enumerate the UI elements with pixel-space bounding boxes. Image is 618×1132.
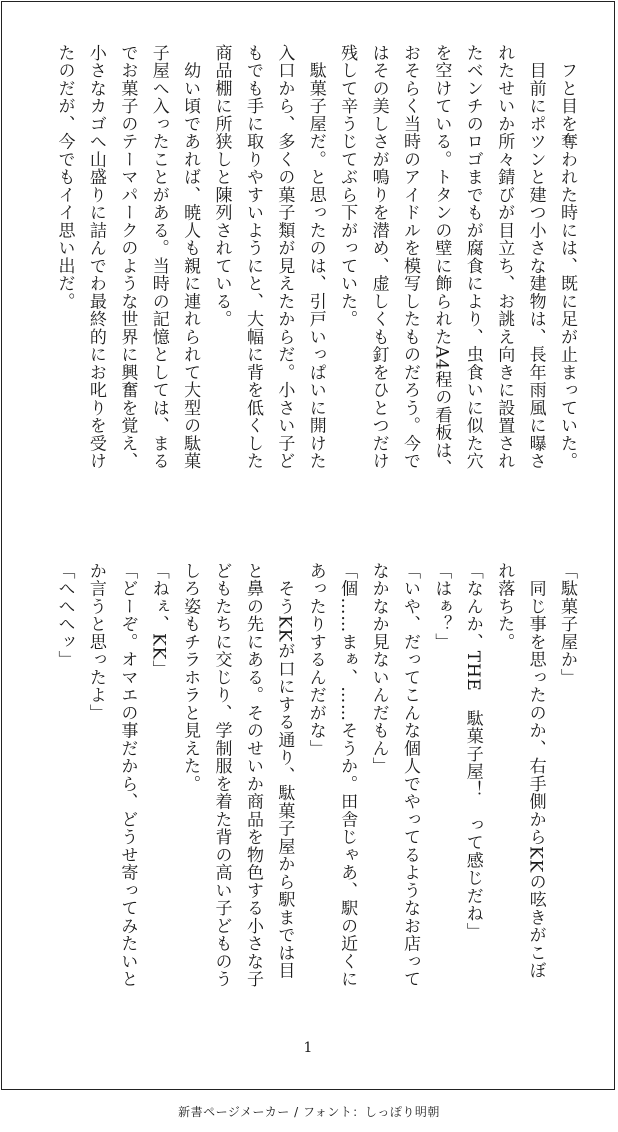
text-line: 「はぁ？」 (431, 562, 452, 651)
text-line: 残して辛うじてぶら下がっていた。 (337, 44, 358, 328)
upper-text-block (48, 44, 582, 528)
text-line: もでも手に取りやすいようにと、大幅に背を低くした (242, 44, 263, 470)
text-line: 入口から、多くの菓子類が見えたからだ。小さい子ど (274, 44, 295, 470)
text-line: そうKKが口にする通り、駄菓子屋から駅までは目 (274, 562, 295, 980)
text-line: どもたちに交じり、学制服を着た背の高い子どものう (211, 562, 232, 988)
text-line: 目前にポツンと建つ小さな建物は、長年雨風に曝さ (525, 44, 546, 470)
text-line: 小さなカゴへ山盛りに詰んでわ最終的にお叱りを受け (85, 44, 106, 470)
text-line: あったりするんだがな」 (305, 562, 326, 758)
text-line: 「なんか、THE 駄菓子屋！ って感じだね」 (462, 562, 483, 941)
text-line: おそらく当時のアイドルを模写したものだろう。今で (399, 44, 420, 470)
text-line: 「駄菓子屋か」 (557, 562, 577, 687)
text-line: 駄菓子屋だ。と思ったのは、引戸いっぱいに開けた (305, 44, 326, 470)
page-number: 1 (303, 1040, 313, 1056)
text-line: でお菓子のテーマパークのような世界に興奮を覚え、 (117, 44, 138, 470)
text-line: 「へへへッ」 (54, 562, 75, 669)
text-line: 幼い頃であれば、暁人も親に連れられて大型の駄菓 (180, 44, 201, 470)
text-line: 「いや、だってこんな個人でやってるようなお店って (399, 562, 420, 988)
text-line: か言うと思ったよ」 (85, 562, 106, 722)
text-line: 「どーぞ。オマエの事だから、どうせ寄ってみたいと (117, 562, 138, 988)
text-line: なかなか見ないんだもん」 (368, 562, 389, 775)
text-line: 「個……まぁ、……そうか。田舎じゃあ、駅の近くに (337, 562, 358, 988)
text-line: れ落ちた。 (494, 562, 515, 651)
footer-credit: 新書ページメーカー / フォント：しっぽり明朝 (178, 1105, 440, 1119)
text-line: たのだが、今でもイイ思い出だ。 (54, 44, 75, 311)
lower-text-block (48, 562, 582, 1046)
text-line: フと目を奪われた時には、既に足が止まっていた。 (557, 44, 577, 470)
text-line: 商品棚に所狭しと陳列されている。 (211, 44, 232, 328)
text-line: はその美しさが鳴りを潜め、虚しくも釘をひとつだけ (368, 44, 389, 470)
text-line: を空けている。トタンの壁に飾られたA4程の看板は、 (431, 44, 452, 477)
manuscript-page (1, 1, 615, 1090)
text-line: 「ねぇ、KK」 (148, 562, 169, 678)
text-line: と鼻の先にある。そのせいか商品を物色する小さな子 (242, 562, 263, 988)
text-line: 子屋へ入ったことがある。当時の記憶としては、まる (148, 44, 169, 470)
text-line: れたせいか所々錆びが目立ち、お誂え向きに設置され (494, 44, 515, 470)
text-line: たベンチのロゴまでもが腐食により、虫食いに似た穴 (462, 44, 483, 470)
text-line: しろ姿もチラホラと見えた。 (180, 562, 201, 793)
text-line: 同じ事を思ったのか、右手側からKKの呟きがこぼ (525, 562, 546, 980)
